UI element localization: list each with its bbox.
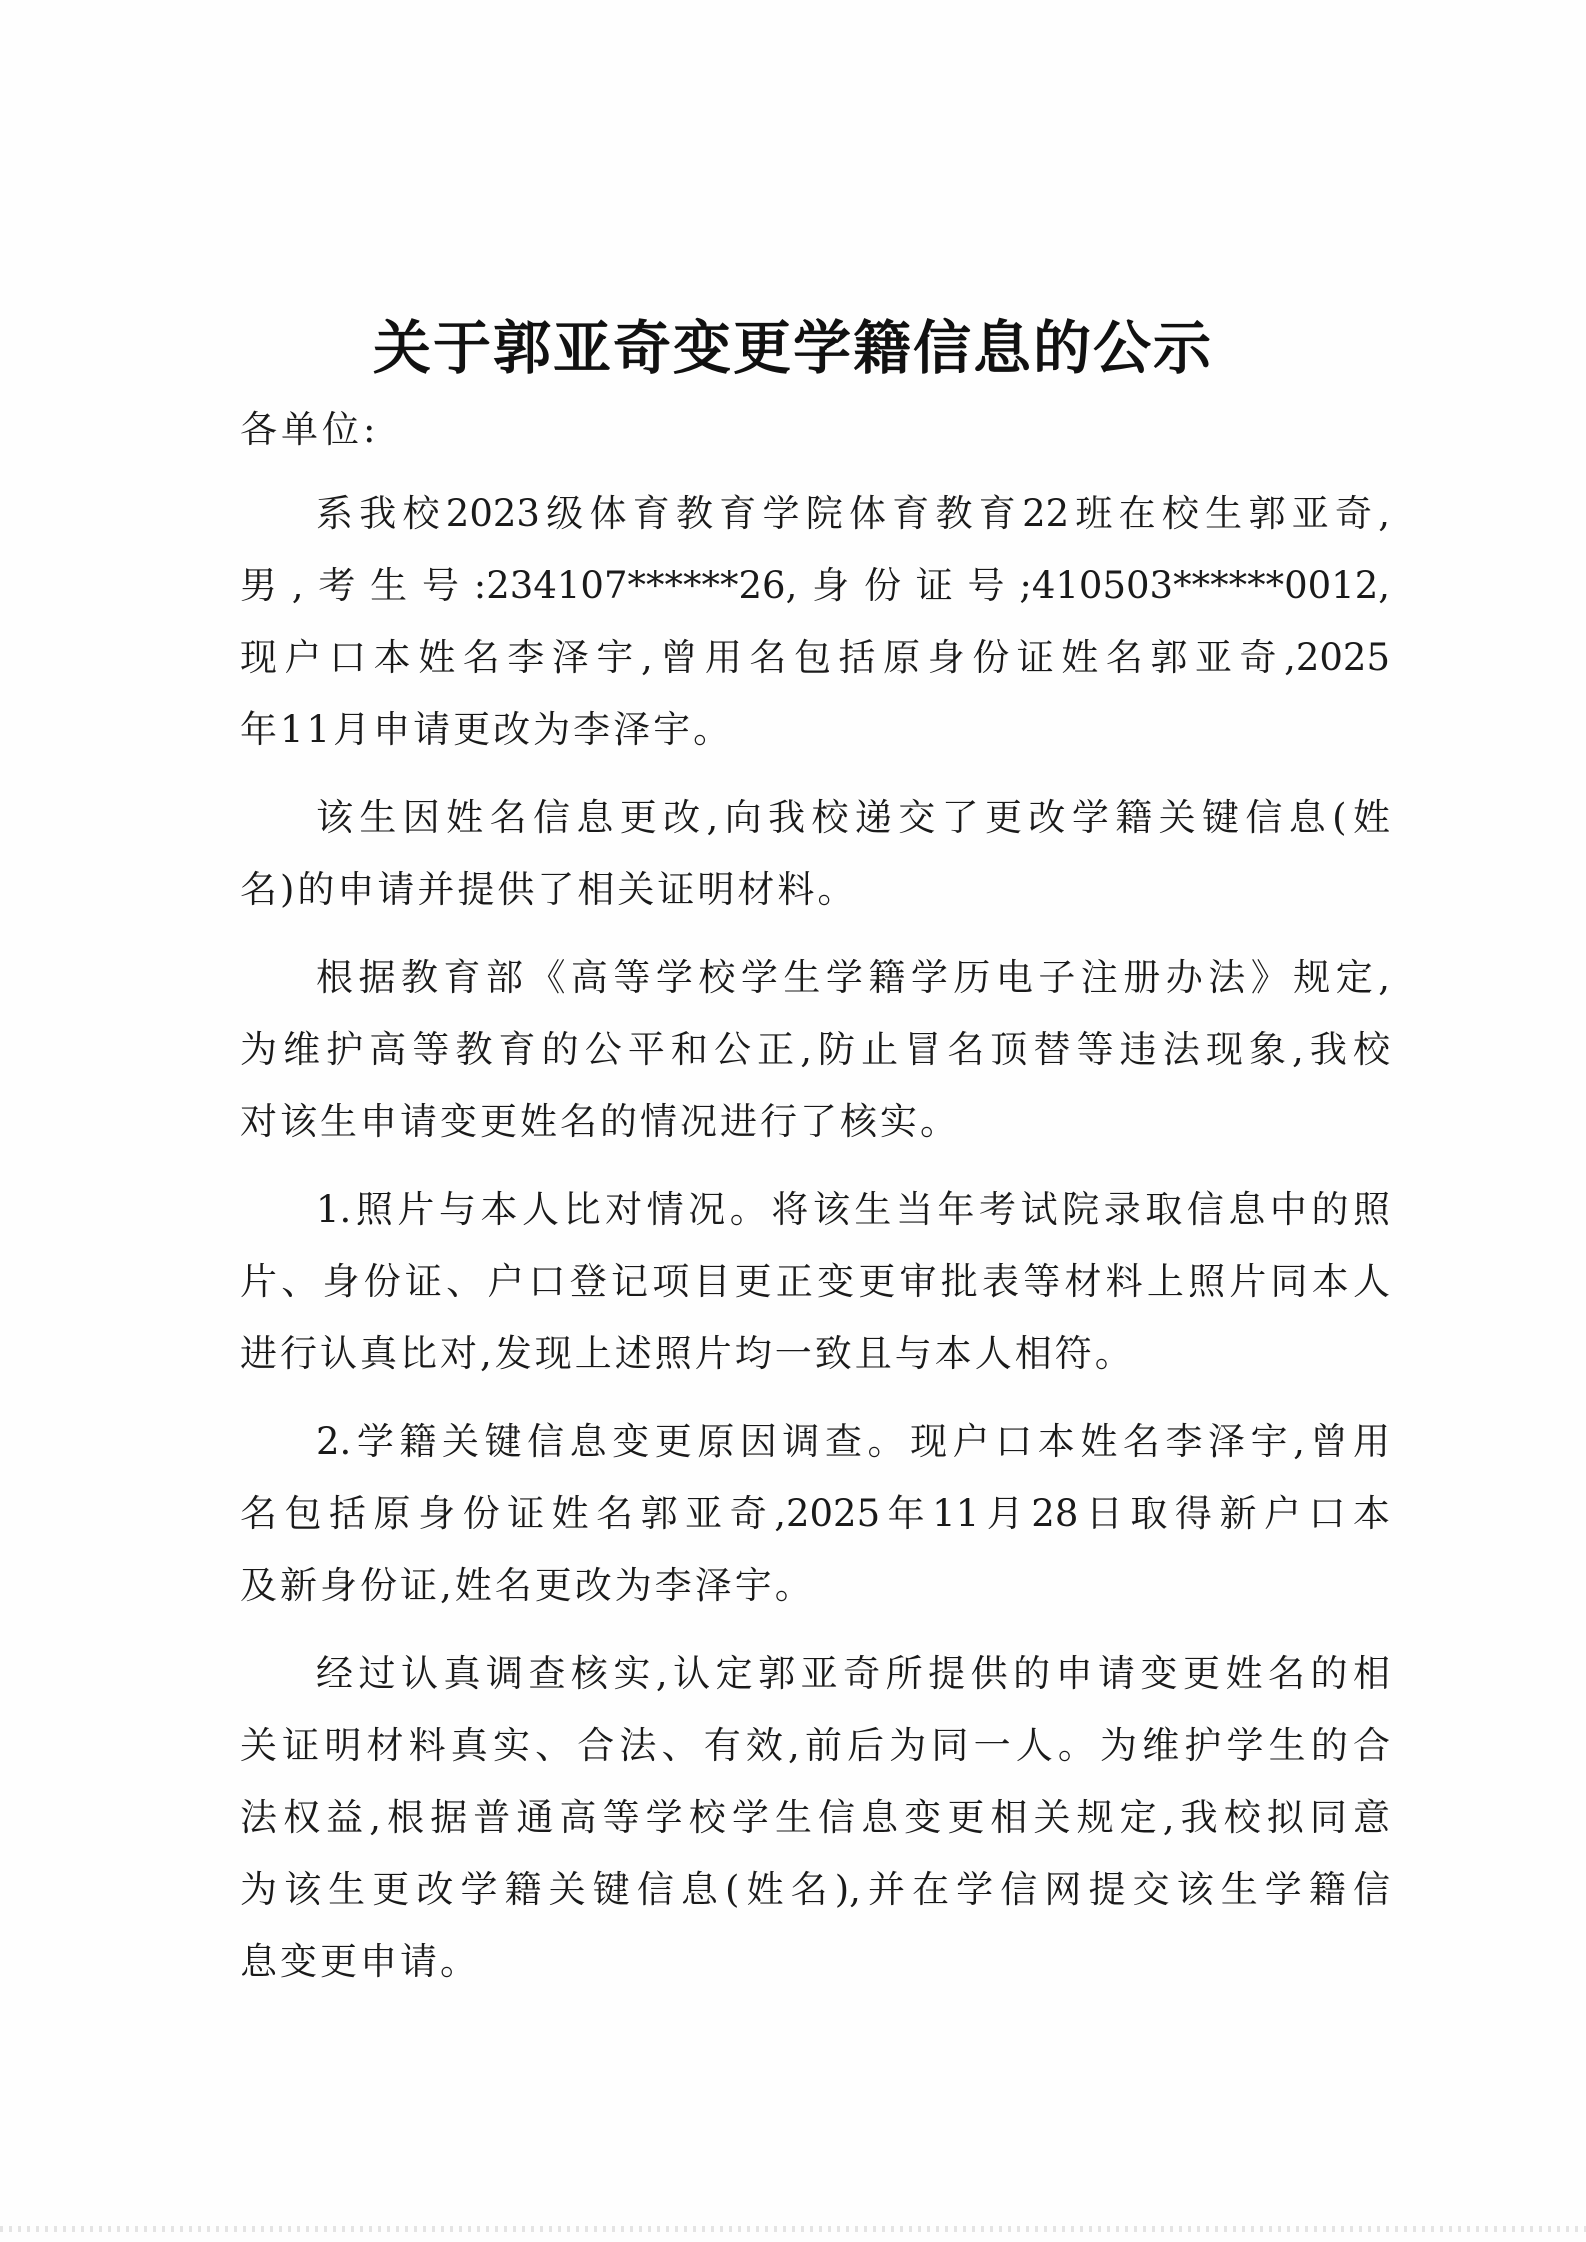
paragraph-line: 现户口本姓名李泽宇,曾用名包括原身份证姓名郭亚奇,2025 bbox=[240, 636, 1390, 679]
paragraph-line: 息变更申请。 bbox=[240, 1940, 480, 1983]
paragraph-line: 2.学籍关键信息变更原因调查。现户口本姓名李泽宇,曾用 bbox=[316, 1420, 1390, 1463]
paragraph-line: 名包括原身份证姓名郭亚奇,2025年11月28日取得新户口本 bbox=[240, 1492, 1390, 1535]
paragraph-line: 片、身份证、户口登记项目更正变更审批表等材料上照片同本人 bbox=[240, 1260, 1390, 1303]
scan-edge-artifact bbox=[0, 2226, 1586, 2232]
paragraph-photo-check bbox=[240, 1174, 1390, 1390]
paragraph-line: 年11月申请更改为李泽宇。 bbox=[240, 708, 734, 751]
document-title: 关于郭亚奇变更学籍信息的公示 bbox=[372, 314, 1213, 382]
paragraph-line: 为该生更改学籍关键信息(姓名),并在学信网提交该生学籍信 bbox=[240, 1868, 1390, 1911]
paragraph-conclusion bbox=[240, 1638, 1390, 1998]
paragraph-line: 为维护高等教育的公平和公正,防止冒名顶替等违法现象,我校 bbox=[240, 1028, 1390, 1071]
paragraph-application bbox=[240, 782, 1390, 926]
paragraph-line: 对该生申请变更姓名的情况进行了核实。 bbox=[240, 1100, 960, 1143]
paragraph-line: 法权益,根据普通高等学校学生信息变更相关规定,我校拟同意 bbox=[240, 1796, 1390, 1839]
paragraph-line: 1.照片与本人比对情况。将该生当年考试院录取信息中的照 bbox=[316, 1188, 1390, 1231]
paragraph-line: 该生因姓名信息更改,向我校递交了更改学籍关键信息(姓 bbox=[316, 796, 1390, 839]
paragraph-line: 及新身份证,姓名更改为李泽宇。 bbox=[240, 1564, 815, 1607]
paragraph-line: 关证明材料真实、合法、有效,前后为同一人。为维护学生的合 bbox=[240, 1724, 1390, 1767]
document-body bbox=[240, 398, 1390, 2014]
paragraph-line: 男,考生号:234107******26,身份证号;410503******0012, bbox=[240, 564, 1390, 607]
paragraph-student-info bbox=[240, 478, 1390, 766]
paragraph-line: 经过认真调查核实,认定郭亚奇所提供的申请变更姓名的相 bbox=[316, 1652, 1390, 1695]
paragraph-line: 名)的申请并提供了相关证明材料。 bbox=[240, 868, 858, 911]
paragraph-line: 系我校2023级体育教育学院体育教育22班在校生郭亚奇, bbox=[316, 492, 1390, 535]
paragraph-line: 根据教育部《高等学校学生学籍学历电子注册办法》规定, bbox=[316, 956, 1390, 999]
paragraph-change-reason bbox=[240, 1406, 1390, 1622]
paragraph-regulation bbox=[240, 942, 1390, 1158]
paragraph-line: 进行认真比对,发现上述照片均一致且与本人相符。 bbox=[240, 1332, 1135, 1375]
salutation: 各单位: bbox=[240, 408, 380, 451]
